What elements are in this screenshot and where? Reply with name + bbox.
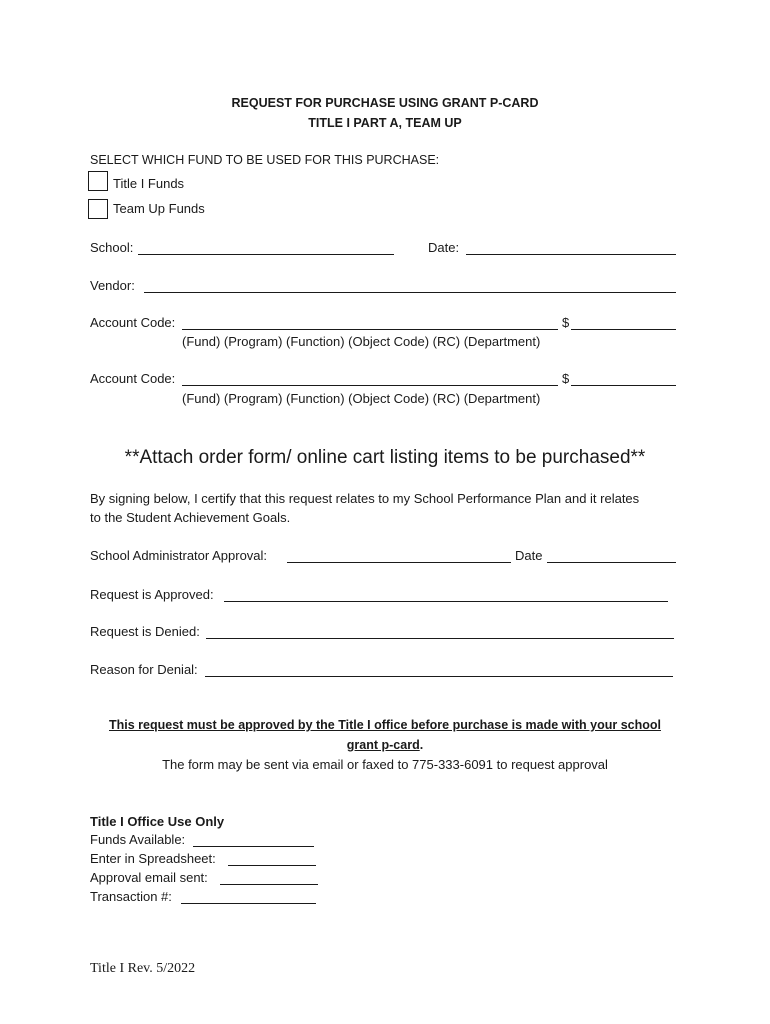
vendor-field[interactable] (144, 292, 676, 293)
form-subtitle: TITLE I PART A, TEAM UP (308, 116, 462, 130)
transaction-number-field[interactable] (181, 903, 316, 904)
team-up-funds-label: Team Up Funds (113, 201, 205, 216)
request-approved-field[interactable] (224, 601, 668, 602)
certify-line-1: By signing below, I certify that this request relates to my School Performance Plan and it relates (90, 491, 640, 506)
admin-date-field[interactable] (547, 562, 676, 563)
revision-footer: Title I Rev. 5/2022 (90, 961, 196, 976)
account-code-field-1[interactable] (182, 329, 558, 330)
request-denied-field[interactable] (206, 638, 674, 639)
date-label: Date: (428, 240, 460, 255)
fax-instruction: The form may be sent via email or faxed to 775-333-6091 to request approval (162, 757, 608, 772)
funds-available-label: Funds Available: (90, 832, 186, 847)
account-code-hint-1: (Fund) (Program) (Function) (Object Code) (RC) (Department) (182, 334, 541, 349)
title-i-funds-label: Title I Funds (113, 176, 185, 191)
funds-available-field[interactable] (193, 846, 314, 847)
account-code-label-2: Account Code: (90, 371, 176, 386)
admin-approval-field[interactable] (287, 562, 511, 563)
dollar-sign-1: $ (562, 315, 570, 330)
amount-field-2[interactable] (571, 385, 676, 386)
approval-email-label: Approval email sent: (90, 870, 208, 885)
account-code-hint-2: (Fund) (Program) (Function) (Object Code) (RC) (Department) (182, 391, 541, 406)
school-label: School: (90, 240, 134, 255)
date-field[interactable] (466, 254, 676, 255)
grant-p-card-text: grant p-card (346, 738, 420, 752)
reason-for-denial-field[interactable] (205, 676, 673, 677)
approval-email-field[interactable] (220, 884, 318, 885)
admin-date-label: Date (515, 548, 543, 563)
transaction-number-label: Transaction #: (90, 889, 172, 904)
amount-field-1[interactable] (571, 329, 676, 330)
dollar-sign-2: $ (562, 371, 570, 386)
account-code-label-1: Account Code: (90, 315, 176, 330)
vendor-label: Vendor: (90, 278, 135, 293)
certify-line-2: to the Student Achievement Goals. (90, 510, 291, 525)
admin-approval-label: School Administrator Approval: (90, 548, 268, 563)
approval-notice-line-1: This request must be approved by the Title I office before purchase is made with your school (109, 718, 661, 732)
enter-spreadsheet-field[interactable] (228, 865, 316, 866)
request-denied-label: Request is Denied: (90, 624, 200, 639)
reason-for-denial-label: Reason for Denial: (90, 662, 198, 677)
request-approved-label: Request is Approved: (90, 587, 214, 602)
team-up-funds-checkbox[interactable] (88, 199, 108, 219)
notice-period: . (419, 738, 424, 752)
school-field[interactable] (138, 254, 394, 255)
title-i-funds-checkbox[interactable] (88, 171, 108, 191)
office-use-heading: Title I Office Use Only (90, 814, 225, 829)
approval-notice-line-2 (0, 738, 770, 752)
attach-order-note: **Attach order form/ online cart listing items to be purchased** (124, 447, 646, 468)
form-title: REQUEST FOR PURCHASE USING GRANT P-CARD (231, 96, 539, 110)
fund-select-prompt: SELECT WHICH FUND TO BE USED FOR THIS PURCHASE: (90, 153, 440, 167)
account-code-field-2[interactable] (182, 385, 558, 386)
enter-spreadsheet-label: Enter in Spreadsheet: (90, 851, 216, 866)
